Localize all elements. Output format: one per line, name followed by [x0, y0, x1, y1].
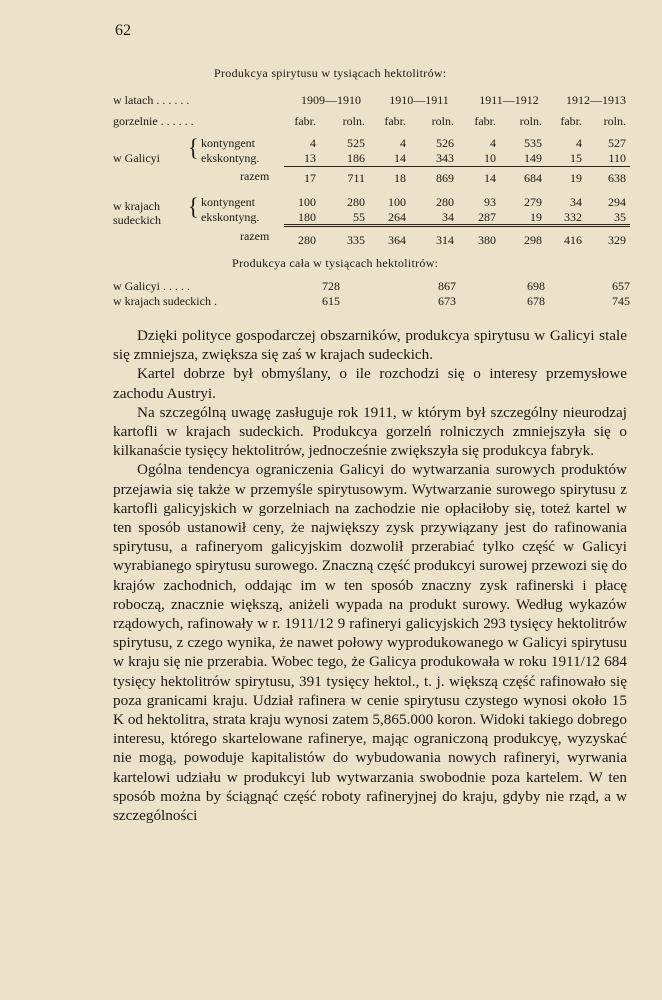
table-cell: 186 — [347, 151, 365, 165]
table-cell: 4 — [576, 136, 582, 150]
galicia-quota-label: kontyngent — [201, 136, 255, 150]
table-cell: 279 — [524, 195, 542, 209]
table-cell: 525 — [347, 136, 365, 150]
sudeten-label-line1: w krajach — [113, 199, 160, 213]
column-subheader: roln. — [342, 114, 365, 128]
sudeten-brace: { — [188, 192, 199, 221]
paragraph: Kartel dobrze był obmyślany, o ile rozchodzi się o interesy przemysłowe zachodu Austryi. — [113, 365, 627, 402]
galicia-label: w Galicyi — [113, 151, 160, 165]
table-cell: 329 — [608, 233, 626, 247]
galicia-brace: { — [188, 133, 199, 162]
table2-sudeten-label: w krajach sudeckich . — [113, 294, 217, 308]
table-cell: 93 — [484, 195, 496, 209]
table1-caption: Produkcya spirytusu w tysiącach hektolitrów: — [214, 66, 447, 80]
table-cell: 4 — [490, 136, 496, 150]
table-cell: 14 — [394, 151, 406, 165]
sudeten-label-line2: sudeckich — [113, 213, 161, 227]
table2-cell: 698 — [527, 279, 545, 293]
table-cell: 55 — [353, 210, 365, 224]
table2-cell: 745 — [612, 294, 630, 308]
table-cell: 869 — [436, 171, 454, 185]
table-cell: 15 — [570, 151, 582, 165]
table-cell: 332 — [564, 210, 582, 224]
table-cell: 335 — [347, 233, 365, 247]
year-header: 1910—1911 — [389, 93, 449, 107]
table-cell: 18 — [394, 171, 406, 185]
table-cell: 684 — [524, 171, 542, 185]
paragraph: Dzięki polityce gospodarczej obszarników, produkcya spirytusu w Galicyi stale się zmniejsza, zwiększa się zaś w krajach sudeckich. — [113, 327, 627, 364]
table-cell: 287 — [478, 210, 496, 224]
column-subheader: roln. — [519, 114, 542, 128]
sudeten-extra-quota-label: ekskontyng. — [201, 210, 260, 224]
distilleries-row-label: gorzelnie . . . . . . — [113, 114, 194, 128]
table-cell: 35 — [614, 210, 626, 224]
column-subheader: fabr. — [474, 114, 496, 128]
table-cell: 264 — [388, 210, 406, 224]
table-cell: 19 — [530, 210, 542, 224]
table-cell: 34 — [442, 210, 454, 224]
table2-cell: 867 — [438, 279, 456, 293]
table-cell: 314 — [436, 233, 454, 247]
table-cell: 638 — [608, 171, 626, 185]
years-row-label: w latach . . . . . . — [113, 93, 190, 107]
year-header: 1912—1913 — [566, 93, 626, 107]
table-cell: 343 — [436, 151, 454, 165]
table-cell: 364 — [388, 233, 406, 247]
table-cell: 711 — [347, 171, 365, 185]
table-cell: 526 — [436, 136, 454, 150]
page-number: 62 — [115, 22, 131, 39]
table-cell: 527 — [608, 136, 626, 150]
table-cell: 100 — [388, 195, 406, 209]
table-cell: 294 — [608, 195, 626, 209]
sudeten-total-label: razem — [240, 229, 270, 243]
table-cell: 19 — [570, 171, 582, 185]
table2-cell: 678 — [527, 294, 545, 308]
table-cell: 280 — [298, 233, 316, 247]
table-cell: 149 — [524, 151, 542, 165]
column-subheader: roln. — [603, 114, 626, 128]
table-cell: 10 — [484, 151, 496, 165]
table-cell: 280 — [436, 195, 454, 209]
table2-cell: 673 — [438, 294, 456, 308]
column-subheader: fabr. — [294, 114, 316, 128]
table-cell: 13 — [304, 151, 316, 165]
galicia-total-label: razem — [240, 169, 270, 183]
table-cell: 535 — [524, 136, 542, 150]
table2-cell: 657 — [612, 279, 630, 293]
table2-galicia-label: w Galicyi . . . . . — [113, 279, 190, 293]
table-cell: 100 — [298, 195, 316, 209]
table-cell: 180 — [298, 210, 316, 224]
sudeten-quota-label: kontyngent — [201, 195, 255, 209]
column-subheader: fabr. — [384, 114, 406, 128]
table-cell: 14 — [484, 171, 496, 185]
table2-caption: Produkcya cała w tysiącach hektolitrów: — [232, 256, 439, 270]
table-cell: 380 — [478, 233, 496, 247]
table-cell: 34 — [570, 195, 582, 209]
table2-cell: 615 — [322, 294, 340, 308]
column-subheader: roln. — [431, 114, 454, 128]
table-cell: 298 — [524, 233, 542, 247]
year-header: 1909—1910 — [301, 93, 361, 107]
table2-cell: 728 — [322, 279, 340, 293]
body-text — [113, 326, 627, 825]
table-cell: 4 — [400, 136, 406, 150]
column-subheader: fabr. — [560, 114, 582, 128]
paragraph: Na szczególną uwagę zasługuje rok 1911, w którym był szczególny nieurodzaj kartofli w krajach sudeckich. Produkcya gorzelń rolniczych zmniejszyła się o kilkanaście tysięcy hektolitrów, jednocześnie zwiększyła się produkcya fabryk. — [113, 403, 627, 460]
table-cell: 280 — [347, 195, 365, 209]
table-cell: 4 — [310, 136, 316, 150]
galicia-extra-quota-label: ekskontyng. — [201, 151, 260, 165]
paragraph: Ogólna tendencya ograniczenia Galicyi do wytwarzania surowych produktów przejawia się także w przemyśle spirytusowym. Wytwarzanie surowego spirytusu z kartofli galicyjskich w gorzelniach na zachodzie nie opłaciłoby się, toteż kartel w ten sposób ustanowił ceny, że największy zysk przywiązany jest do rafinowania spirytusu, a rafineryom galicyjskim dozwolił przerabiać tylko część w Galicyi wyrabianego spirytusu surowego. Znaczną część produkcyi surowej przewozi się do krajów zachodnich, oddając im w ten sposób znaczny zysk rafinerski i płacę roboczą, znacznie większą, aniżeli wypada na produkt surowy. Według wykazów rządowych, rafinowały w r. 1911/12 9 rafineryi galicyjskich 293 tysięcy hektolitrów spirytusu, z czego wynika, że nawet połowy wyprodukowanego w Galicyi spirytusu w kraju się nie przerabia. Wobec tego, że Galicya produkowała w roku 1911/12 684 tysięcy hektolitrów spirytusu, 391 tysięcy hektol., t. j. większą część rafinowało się poza granicami kraju. Udział rafinera w cenie spirytusu czystego wynosi około 15 K od hektolitra, strata kraju wynosi zatem 5,865.000 koron. Widoki takiego dobrego interesu, którego skartelowane rafinerye, mając ograniczoną produkcyę, wyzyskać nie mogą, powoduje kapitalistów do wybudowania nowych rafineryi, wyrwania kartelowi udziału w produkcyi lub wytwarzania swobodnie poza kartelem. W ten sposób można by ściągnąć część roboty rafineryjnej do kraju, gdyby nie rząd, a w szczególności — [113, 461, 627, 825]
galicia-sum-rule — [284, 166, 630, 167]
table-cell: 416 — [564, 233, 582, 247]
table-cell: 17 — [304, 171, 316, 185]
year-header: 1911—1912 — [479, 93, 539, 107]
table-cell: 110 — [608, 151, 626, 165]
